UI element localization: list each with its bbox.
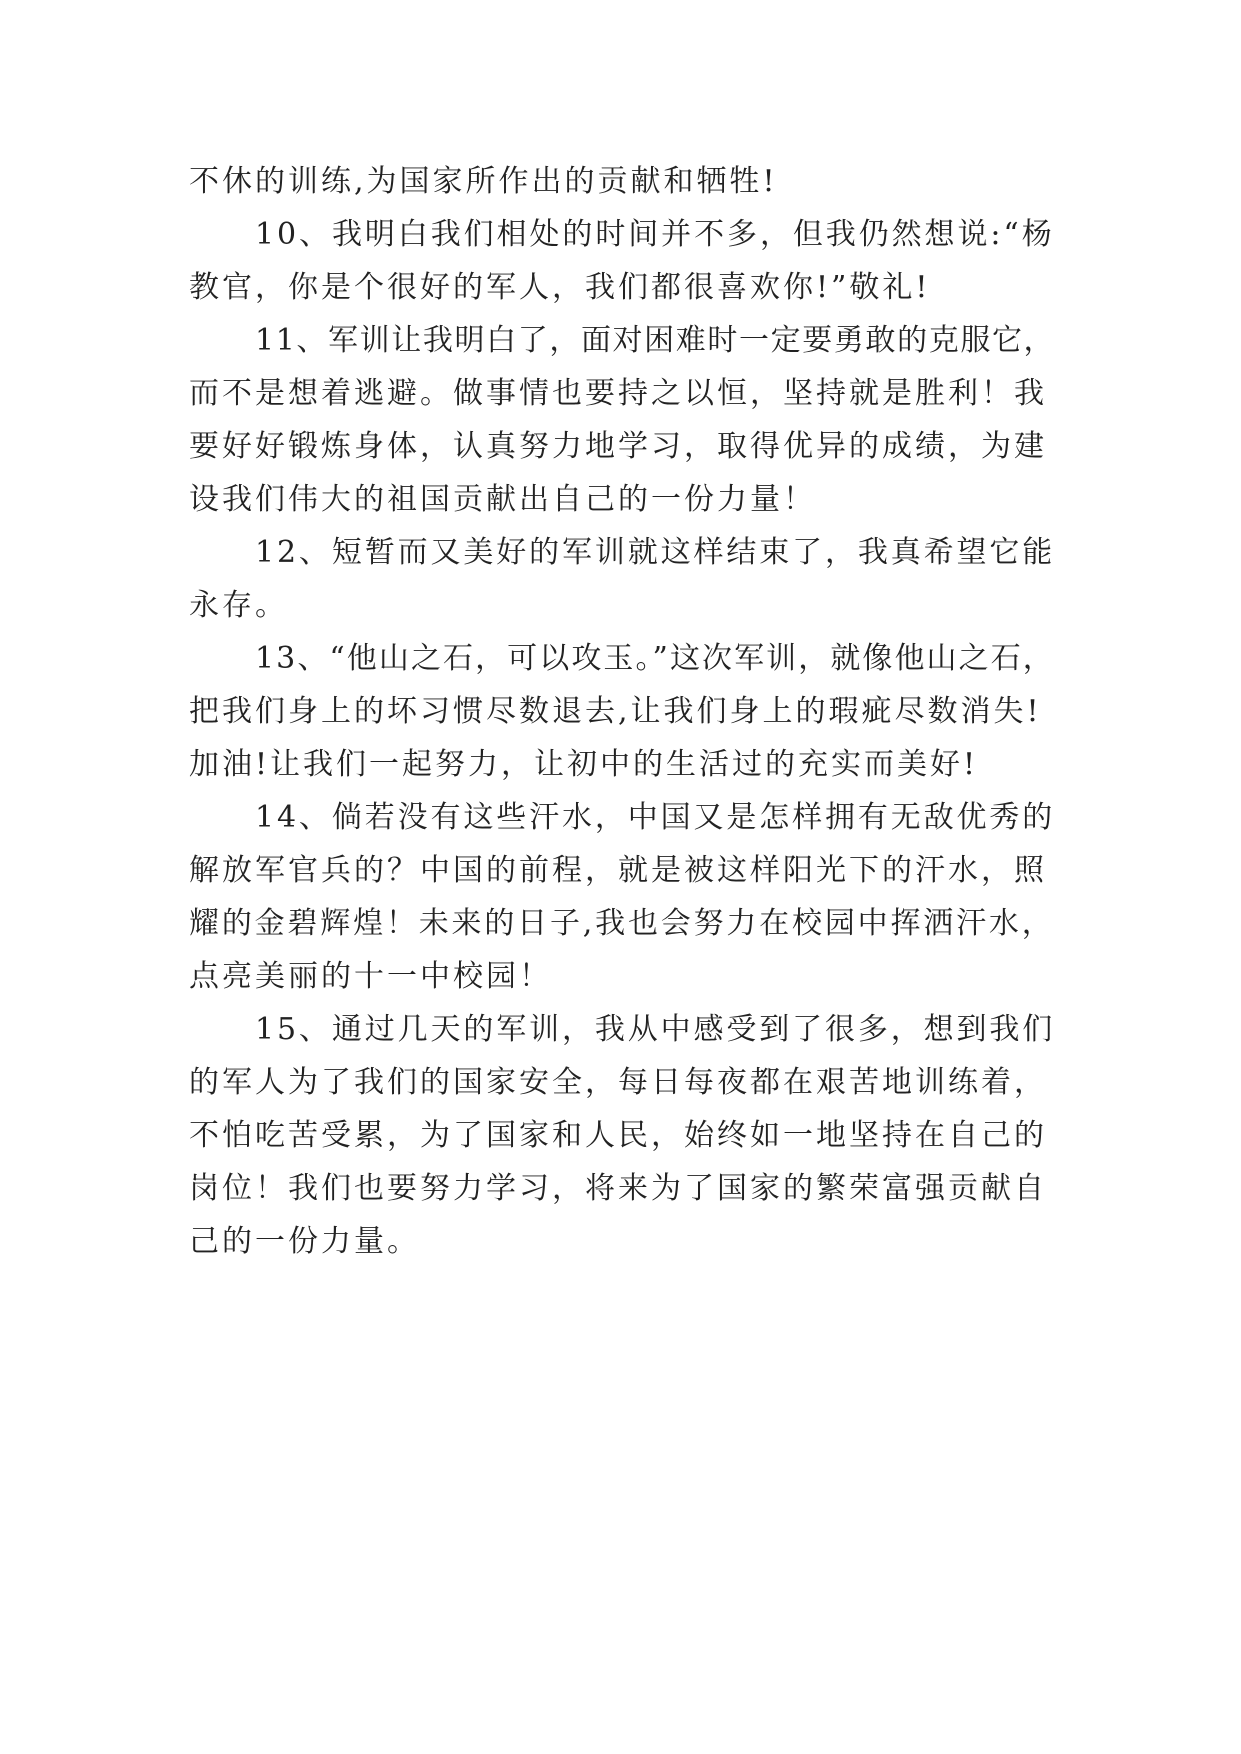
paragraph-15-line: 的军人为了我们的国家安全，每日每夜都在艰苦地训练着， — [189, 1065, 1047, 1100]
paragraph-11-line: 要好好锻炼身体，认真努力地学习，取得优异的成绩，为建 — [189, 429, 1047, 464]
paragraph-10-line: 教官，你是个很好的军人，我们都很喜欢你!”敬礼! — [189, 270, 931, 305]
document-body — [189, 155, 1055, 1268]
paragraph-15-line: 己的一份力量。 — [189, 1224, 420, 1259]
paragraph-13-line: 把我们身上的坏习惯尽数退去,让我们身上的瑕疵尽数消失! — [189, 694, 1042, 729]
paragraph-14-line: 解放军官兵的？中国的前程，就是被这样阳光下的汗水，照 — [189, 853, 1047, 888]
paragraph-12-line: 永存。 — [189, 588, 288, 623]
paragraph-11-line: 而不是想着逃避。做事情也要持之以恒，坚持就是胜利！我 — [189, 376, 1047, 411]
paragraph-10-line: 10、我明白我们相处的时间并不多，但我仍然想说:“杨 — [255, 217, 1055, 252]
paragraph-11-line: 设我们伟大的祖国贡献出自己的一份力量！ — [189, 482, 816, 517]
paragraph-15-line: 岗位！我们也要努力学习，将来为了国家的繁荣富强贡献自 — [189, 1171, 1047, 1206]
paragraph-15-line: 不怕吃苦受累，为了国家和人民，始终如一地坚持在自己的 — [189, 1118, 1047, 1153]
paragraph-13-line: 加油!让我们一起努力，让初中的生活过的充实而美好! — [189, 747, 979, 782]
paragraph-14-line: 耀的金碧辉煌！未来的日子,我也会努力在校园中挥洒汗水， — [189, 906, 1055, 941]
text-line: 不休的训练,为国家所作出的贡献和牺牲! — [189, 164, 778, 199]
paragraph-11-line: 11、军训让我明白了，面对困难时一定要勇敢的克服它， — [255, 323, 1056, 358]
paragraph-13-line: 13、“他山之石，可以攻玉。”这次军训，就像他山之石， — [255, 641, 1055, 676]
paragraph-12-line: 12、短暂而又美好的军训就这样结束了，我真希望它能 — [255, 535, 1056, 570]
paragraph-14-line: 14、倘若没有这些汗水，中国又是怎样拥有无敌优秀的 — [255, 800, 1056, 835]
paragraph-14-line: 点亮美丽的十一中校园！ — [189, 959, 552, 994]
paragraph-15-line: 15、通过几天的军训，我从中感受到了很多，想到我们 — [255, 1012, 1056, 1047]
